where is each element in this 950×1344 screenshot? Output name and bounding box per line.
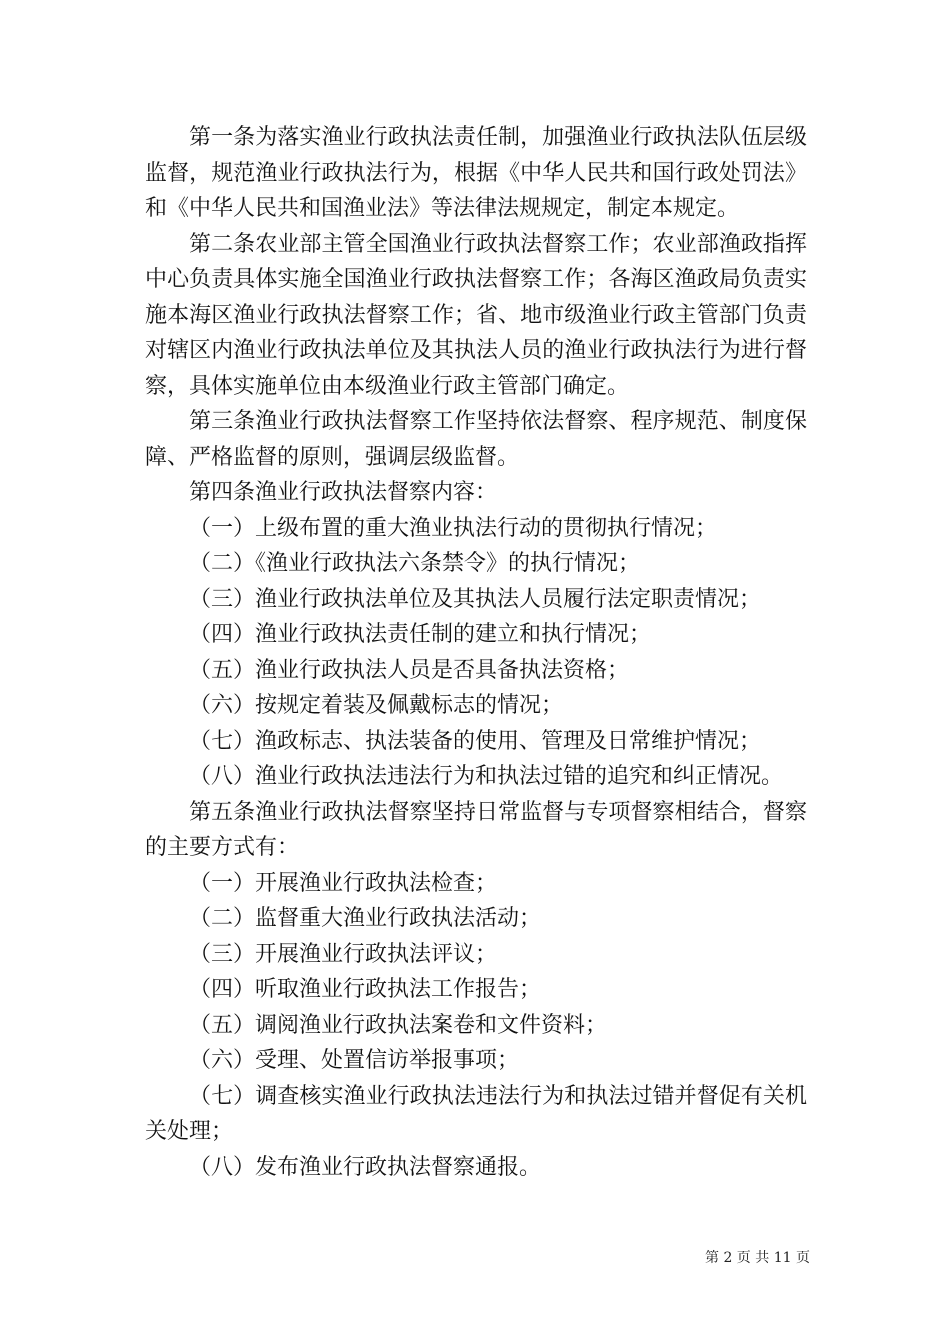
- article-5-item-4: （四）听取渔业行政执法工作报告；: [189, 977, 542, 1002]
- article-5-item-1: （一）开展渔业行政执法检查；: [189, 870, 498, 896]
- article-4: 第四条渔业行政执法督察内容：: [189, 480, 498, 505]
- article-4-item-7: （七）渔政标志、执法装备的使用、管理及日常维护情况；: [189, 728, 762, 754]
- article-5-item-6: （六）受理、处置信访举报事项；: [189, 1048, 520, 1073]
- article-4-item-1: （一）上级布置的重大渔业执法行动的贯彻执行情况；: [189, 515, 718, 541]
- article-5-item-7: （七）调查核实渔业行政执法违法行为和执法过错并督促有关机关处理；: [145, 1083, 807, 1144]
- article-5-item-5: （五）调阅渔业行政执法案卷和文件资料；: [189, 1012, 608, 1038]
- article-4-item-6: （六）按规定着装及佩戴标志的情况；: [189, 693, 564, 718]
- article-4-item-5: （五）渔业行政执法人员是否具备执法资格；: [189, 657, 630, 683]
- article-4-item-8: （八）渔业行政执法违法行为和执法过错的追究和纠正情况。: [189, 764, 784, 789]
- article-5-item-3: （三）开展渔业行政执法评议；: [189, 941, 498, 967]
- article-4-item-3: （三）渔业行政执法单位及其执法人员履行法定职责情况；: [189, 586, 762, 612]
- article-4-item-4: （四）渔业行政执法责任制的建立和执行情况；: [189, 622, 652, 647]
- article-3: 第三条渔业行政执法督察工作坚持依法督察、程序规范、制度保障、严格监督的原则，强调层级监督。: [145, 409, 807, 470]
- article-5-item-8: （八）发布渔业行政执法督察通报。: [189, 1154, 542, 1180]
- document-body: [145, 120, 807, 1185]
- page-number-footer: 第 2 页 共 11 页: [705, 1250, 810, 1266]
- article-5: 第五条渔业行政执法督察坚持日常监督与专项督察相结合，督察的主要方式有：: [145, 799, 807, 860]
- article-4-item-2: （二）《渔业行政执法六条禁令》的执行情况；: [189, 551, 641, 576]
- article-1: 第一条为落实渔业行政执法责任制，加强渔业行政执法队伍层级监督，规范渔业行政执法行为，根据《中华人民共和国行政处罚法》和《中华人民共和国渔业法》等法律法规规定，制定本规定。: [145, 125, 807, 221]
- article-5-item-2: （二）监督重大渔业行政执法活动；: [189, 906, 542, 931]
- article-2: 第二条农业部主管全国渔业行政执法督察工作；农业部渔政指挥中心负责具体实施全国渔业行政执法督察工作；各海区渔政局负责实施本海区渔业行政执法督察工作；省、地市级渔业行政主管部门负责对辖区内渔业行政执法单位及其执法人员的渔业行政执法行为进行督察，具体实施单位由本级渔业行政主管部门确定。: [145, 231, 807, 399]
